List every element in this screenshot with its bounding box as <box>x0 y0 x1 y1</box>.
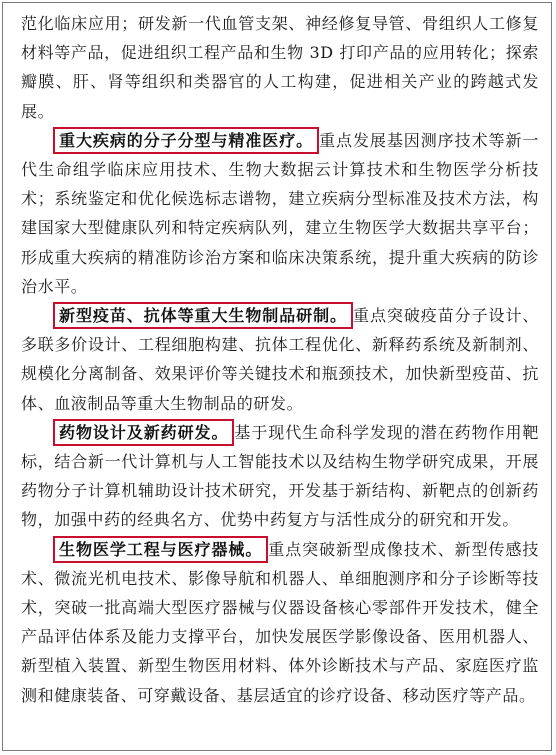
highlighted-heading <box>53 127 319 154</box>
paragraph-text: 重点突破疫苗分子设计、多联多价设计、工程细胞构建、抗体工程优化、新释药系统及新制剂、规模化分离制备、效果评价等关键技术和瓶颈技术，加快新型疫苗、抗体、血液制品等重大生物制品的研发。 <box>21 306 539 413</box>
heading-text: 药物设计及新药研发 <box>59 422 212 442</box>
paragraph-drug-design <box>21 418 539 535</box>
heading-text: 重大疾病的分子分型与精准医疗 <box>59 130 297 150</box>
highlighted-heading <box>53 419 234 446</box>
paragraph-medical-devices <box>21 535 539 710</box>
heading-text: 生物医学工程与医疗器械 <box>59 539 246 559</box>
paragraph-tissue-engineering <box>21 9 539 126</box>
heading-period: 。 <box>330 306 347 326</box>
paragraph-vaccines-antibodies <box>21 301 539 418</box>
paragraph-text: 重点突破新型成像技术、新型传感技术、微流光机电技术、影像导航和机器人、单细胞测序和分子诊断等技术，突破一批高端大型医疗器械与仪器设备核心零部件开发技术，健全产品评估体系及能力支撑平台，加快发展医学影像设备、医用机器人、新型植入装置、新型生物医用材料、体外诊断技术与产品、家庭医疗监测和健康装备、可穿戴设备、基层适宜的诊疗设备、移动医疗等产品。 <box>21 539 539 705</box>
heading-period: 。 <box>296 130 314 150</box>
document-body <box>21 9 539 710</box>
heading-period: 。 <box>245 539 263 559</box>
document-page <box>2 2 552 751</box>
paragraph-precision-medicine <box>21 126 539 301</box>
highlighted-heading <box>53 536 268 563</box>
heading-period: 。 <box>211 422 229 442</box>
paragraph-text: 范化临床应用；研发新一代血管支架、神经修复导管、骨组织人工修复材料等产品，促进组织工程产品和生物 3D 打印产品的应用转化；探索瓣膜、肝、肾等组织和类器官的人工构建，促进相关产业的跨越式发展。 <box>21 14 539 121</box>
paragraph-text: 重点发展基因测序技术等新一代生命组学临床应用技术、生物大数据云计算技术和生物医学分析技术；系统鉴定和优化候选标志谱物，建立疾病分型标准及技术方法，构建国家大型健康队列和特定疾病队列，建立生物医学大数据共享平台；形成重大疾病的精准防诊治方案和临床决策系统，提升重大疾病的防诊治水平。 <box>21 130 539 296</box>
heading-text: 新型疫苗、抗体等重大生物制品研制 <box>59 306 331 326</box>
paragraph-text: 基于现代生命科学发现的潜在药物作用靶标，结合新一代计算机与人工智能技术以及结构生物学研究成果，开展药物分子计算机辅助设计技术研究，开发基于新结构、新靶点的创新药物，加强中药的经典名方、优势中药复方与活性成分的研究和开发。 <box>21 422 539 530</box>
highlighted-heading <box>53 302 353 329</box>
